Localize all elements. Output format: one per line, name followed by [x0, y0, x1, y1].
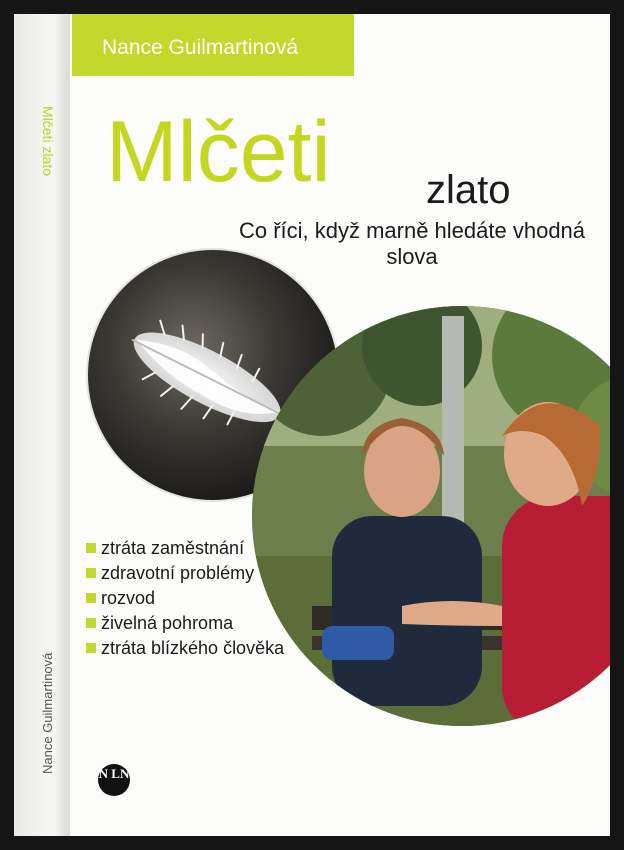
spine-title: Mlčeti zlato [40, 106, 56, 177]
publisher-logo-icon [98, 764, 130, 796]
author-name: Nance Guilmartinová [102, 36, 299, 59]
topic-label: živelná pohroma [101, 613, 234, 633]
list-item [86, 563, 286, 583]
topic-label: zdravotní problémy [101, 563, 255, 583]
publisher-logo-text: N LN [98, 766, 130, 781]
topic-list [86, 538, 286, 663]
topic-label: ztráta zaměstnání [101, 538, 245, 558]
bullet-square-icon [86, 593, 96, 603]
topic-label: rozvod [101, 588, 156, 608]
topic-label: ztráta blízkého člověka [101, 638, 285, 658]
cover-photo [252, 306, 610, 726]
bullet-square-icon [86, 543, 96, 553]
spine-author: Nance Guilmartinová [40, 652, 55, 774]
two-women-on-bench-image [252, 306, 610, 726]
book-title: Mlčeti [106, 104, 331, 200]
bullet-square-icon [86, 618, 96, 628]
book-title-secondary: zlato [426, 168, 511, 212]
list-item [86, 638, 286, 658]
book-spine [14, 14, 70, 836]
list-item [86, 588, 286, 608]
list-item [86, 538, 286, 558]
book-cover [14, 14, 610, 836]
bullet-square-icon [86, 568, 96, 578]
bullet-square-icon [86, 643, 96, 653]
book-subtitle: Co říci, když marně hledáte vhodná slova [238, 218, 586, 269]
list-item [86, 613, 286, 633]
